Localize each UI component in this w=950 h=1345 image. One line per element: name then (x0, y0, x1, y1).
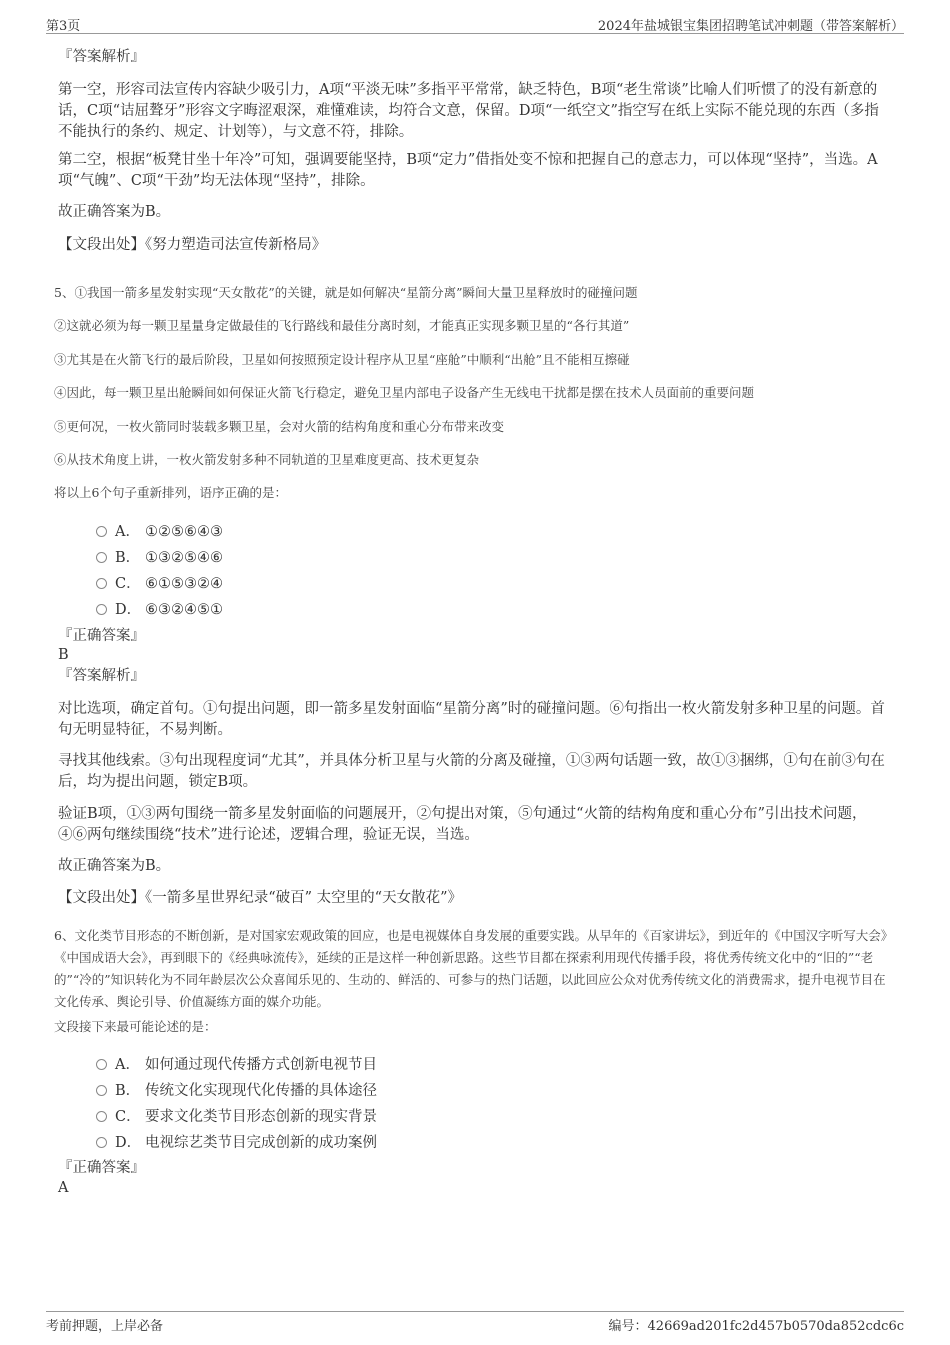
radio-button[interactable] (96, 578, 107, 589)
answer-label: 『正确答案』 (58, 628, 145, 644)
answer-value: B (58, 647, 69, 663)
analysis-label: 『答案解析』 (58, 49, 145, 65)
analysis-paragraph: 验证B项，①③两句围绕一箭多星发射面临的问题展开，②句提出对策，⑤句通过“火箭的结构角度和重心分布”引出技术问题，④⑥两句继续围绕“技术”进行论述，逻辑合理，验证无误，当选。 (58, 806, 867, 843)
question-sentence: ⑥从技术角度上讲，一枚火箭发射多种不同轨道的卫星难度更高、技术更复杂 (54, 452, 480, 467)
conclusion: 故正确答案为B。 (58, 858, 171, 874)
option-a[interactable]: A． 如何通过现代传播方式创新电视节目 (96, 1053, 377, 1073)
option-c[interactable]: C． 要求文化类节目形态创新的现实背景 (96, 1105, 377, 1125)
question-sentence: ⑤更何况，一枚火箭同时装载多颗卫星，会对火箭的结构角度和重心分布带来改变 (54, 419, 505, 434)
question-prompt: 文段接下来最可能论述的是： (54, 1019, 217, 1034)
conclusion: 故正确答案为B。 (58, 204, 171, 220)
analysis-paragraph: 对比选项，确定首句。①句提出问题，即一箭多星发射面临“星箭分离”时的碰撞问题。⑥句指出一枚火箭发射多种卫星的问题。首句无明显特征，不易判断。 (58, 701, 885, 738)
radio-button[interactable] (96, 526, 107, 537)
analysis-label: 『答案解析』 (58, 668, 145, 684)
analysis-paragraph: 第一空，形容司法宣传内容缺少吸引力，A项“平淡无味”多指平平常常，缺乏特色，B项“老生常谈”比喻人们听惯了的没有新意的话，C项“诘屈聱牙”形容文字晦涩艰深，难懂难读，均符合文意，保留。D项“一纸空文”指空写在纸上实际不能兑现的东西（多指不能执行的条约、规定、计划等），与文意不符，排除。 (58, 82, 879, 140)
page-header (46, 14, 904, 34)
question-sentence: ④因此，每一颗卫星出舱瞬间如何保证火箭飞行稳定，避免卫星内部电子设备产生无线电干扰都是摆在技术人员面前的重要问题 (54, 385, 755, 400)
question-sentence: ②这就必须为每一颗卫星量身定做最佳的飞行路线和最佳分离时刻，才能真正实现多颗卫星的“各行其道” (54, 318, 630, 333)
option-b[interactable]: B． 传统文化实现现代化传播的具体途径 (96, 1079, 377, 1099)
source-citation: 【文段出处】《努力塑造司法宣传新格局》 (58, 237, 327, 253)
document-id: 编号：42669ad201fc2d457b0570da852cdc6c (608, 1319, 904, 1334)
page-footer (46, 1311, 904, 1335)
question-stem: 6、文化类节目形态的不断创新，是对国家宏观政策的回应，也是电视媒体自身发展的重要实践。从早年的《百家讲坛》，到近年的《中国汉字听写大会》《中国成语大会》，再到眼下的《经典咏流传》，延续的正是这样一种创新思路。这些节目都在探索利用现代传播手段，将优秀传统文化中的“旧的”“老的”“冷的”知识转化为不同年龄层次公众喜闻乐见的、生动的、鲜活的、可参与的热门话题，以此回应公众对优秀传统文化的消费需求，提升电视节目在文化传承、舆论引导、价值凝练方面的媒介功能。 (54, 928, 894, 1009)
analysis-paragraph: 第二空，根据“板凳甘坐十年冷”可知，强调要能坚持，B项“定力”借指处变不惊和把握自己的意志力，可以体现“坚持”，当选。A项“气魄”、C项“干劲”均无法体现“坚持”，排除。 (58, 152, 878, 189)
question-sentence: 5、①我国一箭多星发射实现“天女散花”的关键，就是如何解决“星箭分离”瞬间大量卫星释放时的碰撞问题 (54, 285, 638, 300)
option-c[interactable]: C． ⑥①⑤③②④ (96, 572, 223, 592)
option-d[interactable]: D． ⑥③②④⑤① (96, 598, 223, 618)
footer-slogan: 考前押题，上岸必备 (46, 1319, 164, 1334)
radio-button[interactable] (96, 1111, 107, 1122)
page-number: 第3页 (46, 19, 81, 34)
radio-button[interactable] (96, 1059, 107, 1070)
answer-value: A (58, 1180, 69, 1196)
question-sentence: ③尤其是在火箭飞行的最后阶段，卫星如何按照预定设计程序从卫星“座舱”中顺利“出舱”且不能相互擦碰 (54, 352, 630, 367)
radio-button[interactable] (96, 1137, 107, 1148)
radio-button[interactable] (96, 552, 107, 563)
radio-button[interactable] (96, 1085, 107, 1096)
answer-label: 『正确答案』 (58, 1160, 145, 1176)
analysis-paragraph: 寻找其他线索。③句出现程度词“尤其”，并具体分析卫星与火箭的分离及碰撞，①③两句话题一致，故①③捆绑，①句在前③句在后，均为提出问题，锁定B项。 (58, 753, 885, 790)
radio-button[interactable] (96, 604, 107, 615)
option-d[interactable]: D． 电视综艺类节目完成创新的成功案例 (96, 1131, 377, 1151)
document-title: 2024年盐城银宝集团招聘笔试冲刺题（带答案解析） (597, 19, 904, 34)
source-citation: 【文段出处】《一箭多星世界纪录“破百” 太空里的“天女散花”》 (58, 890, 463, 906)
option-a[interactable]: A． ①②⑤⑥④③ (96, 520, 223, 540)
option-b[interactable]: B． ①③②⑤④⑥ (96, 546, 223, 566)
question-prompt: 将以上6个句子重新排列，语序正确的是： (54, 485, 287, 500)
